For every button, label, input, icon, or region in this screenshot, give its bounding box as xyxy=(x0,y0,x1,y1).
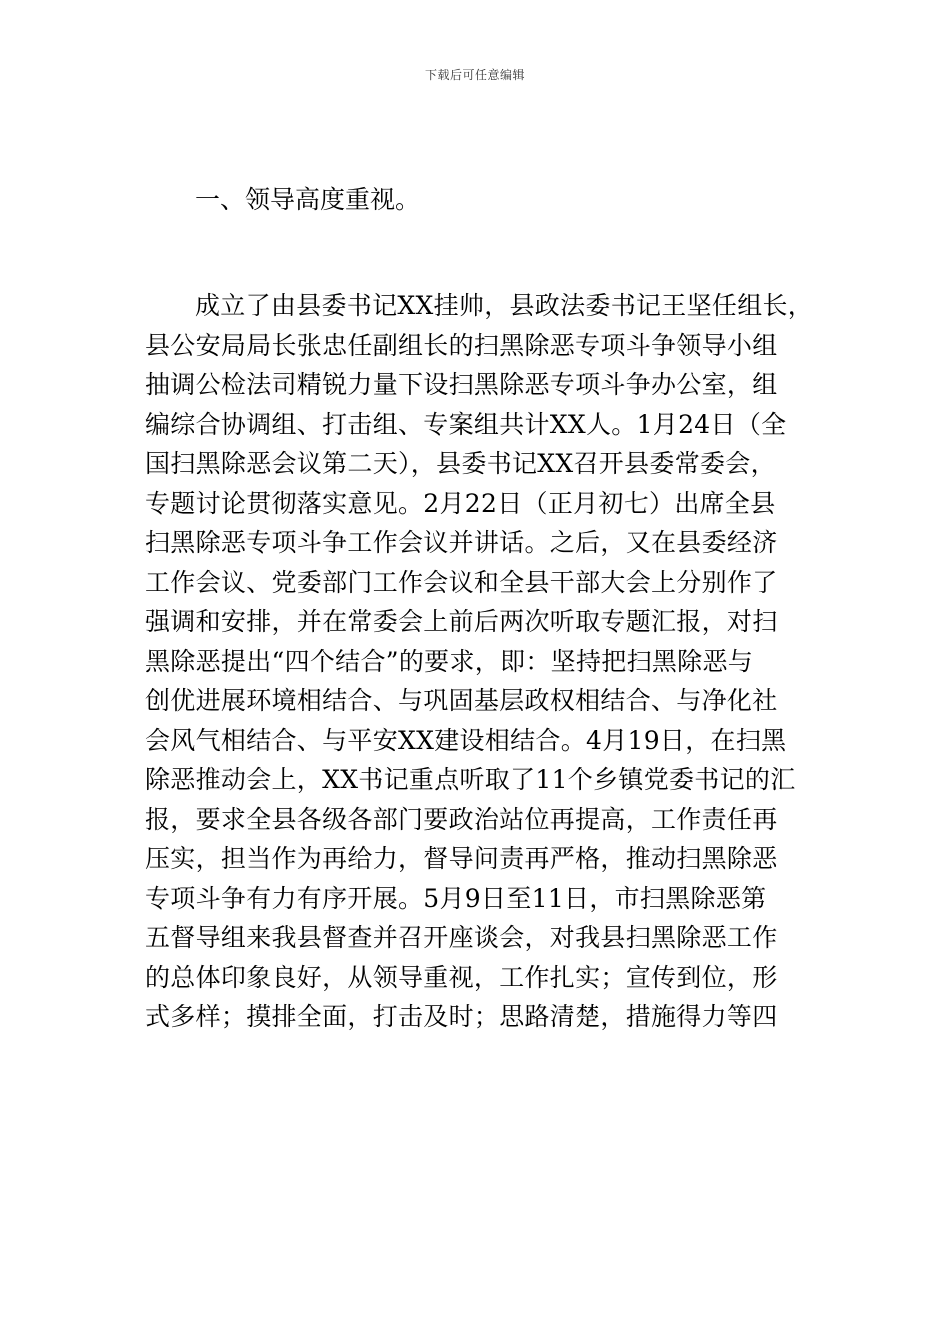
paragraph-line: 黑除恶提出“四个结合”的要求，即：坚持把扫黑除恶与 xyxy=(145,646,754,676)
paragraph-line: 强调和安排，并在常委会上前后两次听取专题汇报，对扫 xyxy=(145,607,778,636)
body-paragraph xyxy=(145,286,815,1037)
section-heading: 一、领导高度重视。 xyxy=(195,185,421,214)
paragraph-line: 报，要求全县各级各部门要政治站位再提高，工作责任再 xyxy=(145,804,778,834)
paragraph-line: 县公安局局长张忠任副组长的扫黑除恶专项斗争领导小组 xyxy=(145,330,778,360)
paragraph-line: 专项斗争有力有序开展。5月9日至11日，市扫黑除恶第 xyxy=(145,883,767,913)
paragraph-line: 国扫黑除恶会议第二天），县委书记XX召开县委常委会， xyxy=(145,449,776,478)
paragraph-line: 除恶推动会上，XX书记重点听取了11个乡镇党委书记的汇 xyxy=(145,765,796,794)
header-note: 下载后可任意编辑 xyxy=(424,68,525,82)
paragraph-line: 成立了由县委书记XX挂帅，县政法委书记王坚任组长， xyxy=(195,291,814,320)
paragraph-line: 式多样；摸排全面，打击及时；思路清楚，措施得力等四 xyxy=(145,1002,778,1031)
paragraph-line: 创优进展环境相结合、与巩固基层政权相结合、与净化社 xyxy=(145,686,778,715)
paragraph-line: 五督导组来我县督查并召开座谈会，对我县扫黑除恶工作 xyxy=(145,923,778,952)
paragraph-line: 专题讨论贯彻落实意见。2月22日（正月初七）出席全县 xyxy=(145,488,776,518)
paragraph-line: 会风气相结合、与平安XX建设相结合。4月19日，在扫黑 xyxy=(145,725,787,755)
paragraph-line: 压实，担当作为再给力，督导问责再严格，推动扫黑除恶 xyxy=(145,844,778,873)
paragraph-line: 工作会议、党委部门工作会议和全县干部大会上分别作了 xyxy=(145,567,778,597)
paragraph-line: 抽调公检法司精锐力量下设扫黑除恶专项斗争办公室，组 xyxy=(145,370,778,399)
paragraph-line: 的总体印象良好，从领导重视，工作扎实；宣传到位，形 xyxy=(145,962,778,992)
paragraph-line: 扫黑除恶专项斗争工作会议并讲话。之后，又在县委经济 xyxy=(145,528,778,557)
paragraph-line: 编综合协调组、打击组、专案组共计XX人。1月24日（全 xyxy=(145,409,787,439)
